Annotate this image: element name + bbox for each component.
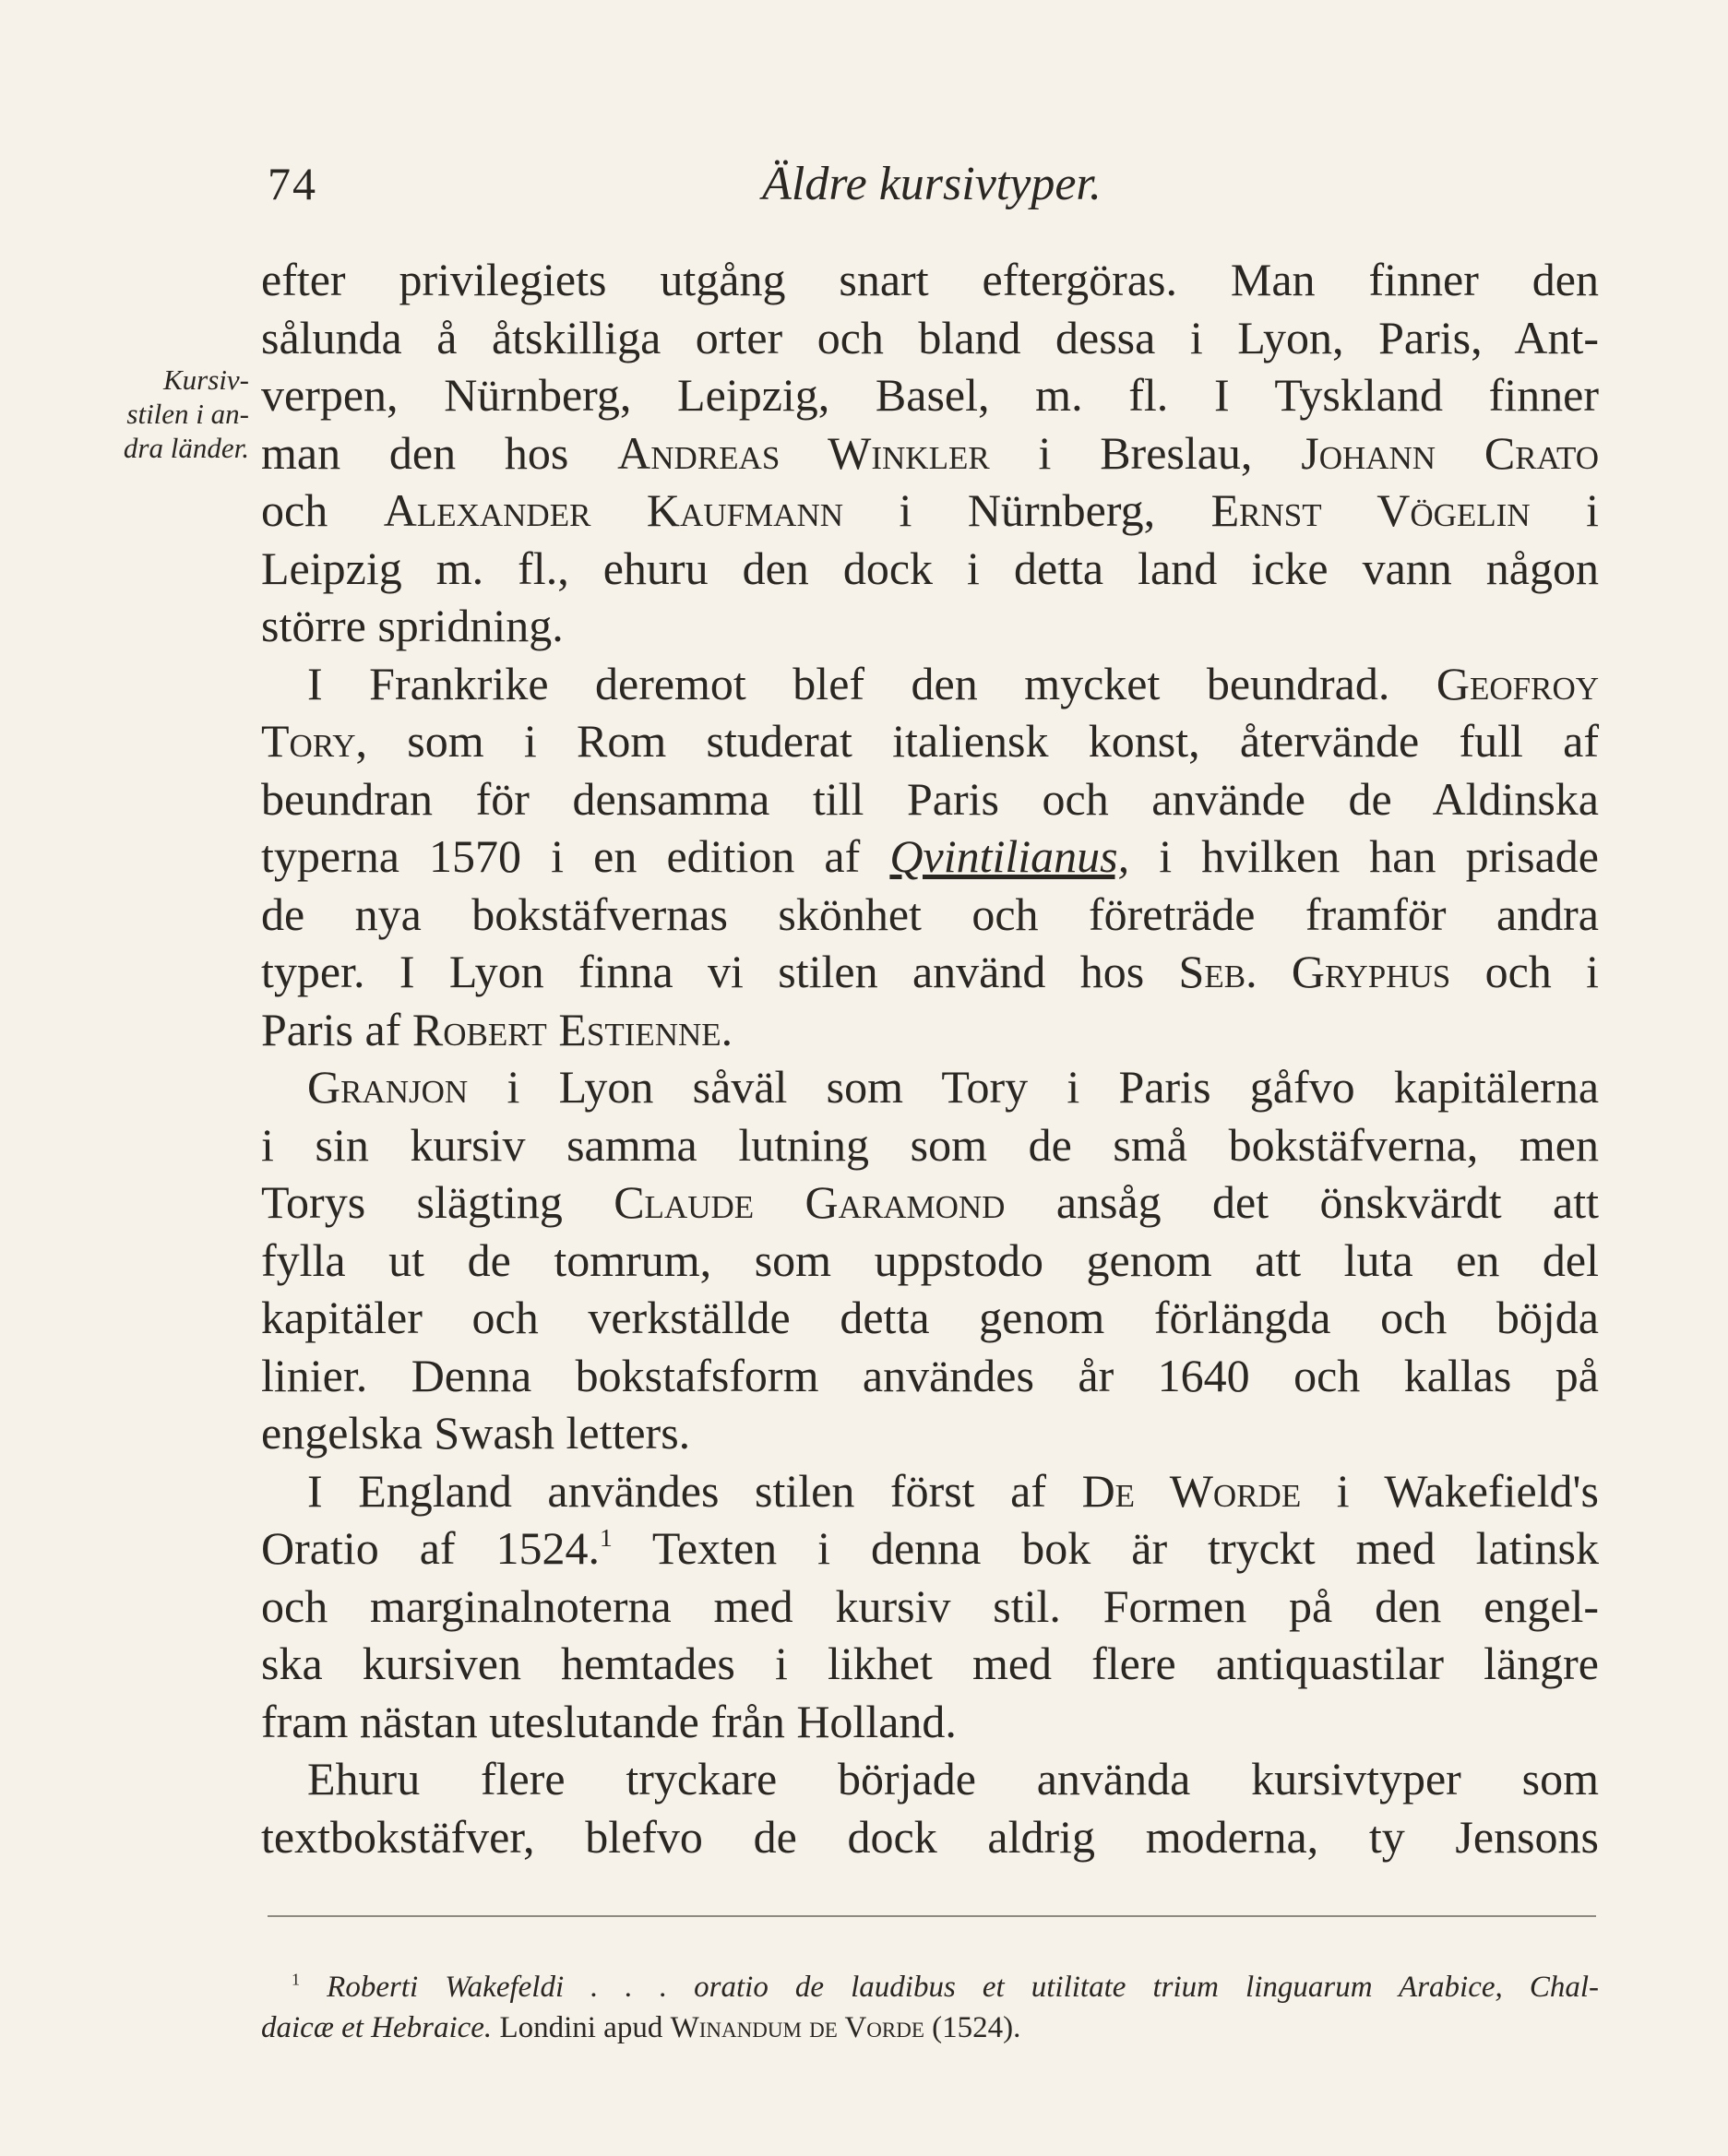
text-line bbox=[261, 424, 1599, 482]
margin-note-line: Kursiv- bbox=[163, 363, 249, 396]
person-name: Alexander Kaufmann bbox=[383, 484, 843, 536]
text-line bbox=[261, 1058, 1599, 1116]
text-line bbox=[261, 1750, 1599, 1808]
footnote-text: Roberti Wakefeldi . . . oratio de laudibus et utilitate trium linguarum Arabice, Chal- bbox=[327, 1971, 1599, 2004]
margin-note bbox=[65, 363, 249, 465]
text-span: och i bbox=[1484, 946, 1600, 997]
text-span: Ehuru flere tryckare började använda kursivtyper som bbox=[307, 1753, 1599, 1805]
footnote-line bbox=[261, 2007, 1599, 2048]
text-span: . bbox=[721, 1003, 733, 1055]
person-name: Winandum de Vorde bbox=[670, 2011, 924, 2044]
text-line: kapitäler och verkställde detta genom förlängda och böjda bbox=[261, 1292, 1599, 1343]
person-name: Claude Garamond bbox=[614, 1176, 1006, 1228]
person-name: Ernst Vögelin bbox=[1210, 484, 1531, 536]
footnote-reference: 1 bbox=[600, 1522, 613, 1552]
text-span: i Wakefield's bbox=[1336, 1464, 1600, 1517]
text-line: i sin kursiv samma lutning som de små bokstäfverna, men bbox=[261, 1118, 1599, 1171]
text-line bbox=[261, 1001, 1599, 1059]
running-head: Äldre kursivtyper. bbox=[762, 158, 1102, 210]
margin-note-line: dra länder. bbox=[123, 432, 249, 464]
text-span: , som i Rom studerat italiensk konst, återvände full af bbox=[355, 715, 1599, 767]
page-number: 74 bbox=[268, 158, 317, 209]
text-line bbox=[261, 712, 1599, 770]
person-name: Johann Crato bbox=[1301, 426, 1600, 479]
text-line: engelska Swash letters. bbox=[261, 1407, 691, 1459]
text-span: I England användes stilen först af bbox=[307, 1464, 1046, 1517]
margin-note-line: stilen i an- bbox=[126, 398, 249, 430]
person-name: Geofroy bbox=[1436, 657, 1600, 709]
text-line: Leipzig m. fl., ehuru den dock i detta land icke vann någon bbox=[261, 542, 1599, 594]
text-line bbox=[261, 828, 1599, 886]
text-span: Torys slägting bbox=[261, 1176, 563, 1228]
text-span: man den hos bbox=[261, 426, 569, 479]
person-name: De Worde bbox=[1081, 1464, 1302, 1517]
text-line: större spridning. bbox=[261, 600, 564, 651]
person-name: Andreas Winkler bbox=[617, 426, 990, 479]
text-span: typer. I Lyon finna vi stilen använd hos bbox=[261, 946, 1145, 997]
footnote-text: Londini apud bbox=[499, 2011, 663, 2044]
footnote-text: daicæ et Hebraice. bbox=[261, 2011, 493, 2044]
text-line bbox=[261, 482, 1599, 540]
text-line: ska kursiven hemtades i likhet med flere antiquastilar längre bbox=[261, 1638, 1599, 1689]
text-line bbox=[261, 1462, 1599, 1520]
text-span: i Breslau, bbox=[1038, 426, 1253, 479]
text-line: och marginalnoterna med kursiv stil. Formen på den engel- bbox=[261, 1579, 1599, 1632]
text-span: Paris af bbox=[261, 1003, 401, 1055]
text-line: textbokstäfver, blefvo de dock aldrig moderna, ty Jensons bbox=[261, 1810, 1599, 1863]
text-line: efter privilegiets utgång snart eftergöras. Man finner den bbox=[261, 254, 1599, 305]
person-name: Robert Estienne bbox=[411, 1003, 721, 1055]
text-line: sålunda å åtskilliga orter och bland dessa i Lyon, Paris, Ant- bbox=[261, 311, 1599, 363]
text-line: de nya bokstäfvernas skönhet och företräde framför andra bbox=[261, 887, 1599, 940]
footnote-rule bbox=[268, 1915, 1596, 1917]
text-span: Oratio af 1524. bbox=[261, 1522, 600, 1574]
page-header bbox=[268, 157, 1596, 221]
text-line: beundran för densamma till Paris och använde de Aldinska bbox=[261, 772, 1599, 825]
footnote-text: (1524). bbox=[932, 2011, 1021, 2044]
footnote bbox=[261, 1967, 1599, 2048]
book-title: Qvintilianus, bbox=[889, 830, 1130, 882]
text-line bbox=[261, 1173, 1599, 1232]
text-span: i hvilken han prisade bbox=[1159, 830, 1599, 882]
text-line bbox=[261, 943, 1599, 1001]
text-span: typerna 1570 i en edition af bbox=[261, 830, 861, 882]
text-span: Texten i denna bok är tryckt med latinsk bbox=[651, 1522, 1599, 1574]
footnote-line bbox=[261, 1967, 1599, 2007]
person-name: Tory bbox=[261, 715, 356, 767]
text-span: i bbox=[1586, 484, 1600, 536]
text-span: och bbox=[261, 484, 328, 536]
text-line: verpen, Nürnberg, Leipzig, Basel, m. fl. I Tyskland finner bbox=[261, 369, 1599, 421]
footnote-marker: 1 bbox=[292, 1970, 301, 1989]
person-name: Granjon bbox=[307, 1061, 469, 1113]
body-text bbox=[261, 251, 1599, 1865]
person-name: Seb. Gryphus bbox=[1178, 946, 1451, 997]
text-line bbox=[261, 1519, 1599, 1578]
text-span: ansåg det önskvärdt att bbox=[1055, 1176, 1599, 1228]
text-line bbox=[261, 655, 1599, 713]
text-line: fram nästan uteslutande från Holland. bbox=[261, 1695, 957, 1747]
text-span: i Nürnberg, bbox=[899, 484, 1156, 536]
text-span: i Lyon såväl som Tory i Paris gåfvo kapitälerna bbox=[506, 1061, 1600, 1113]
text-span: I Frankrike deremot blef den mycket beundrad. bbox=[307, 657, 1390, 709]
text-line: linier. Denna bokstafsform användes år 1640 och kallas på bbox=[261, 1349, 1599, 1401]
text-line: fylla ut de tomrum, som uppstodo genom att luta en del bbox=[261, 1233, 1599, 1286]
